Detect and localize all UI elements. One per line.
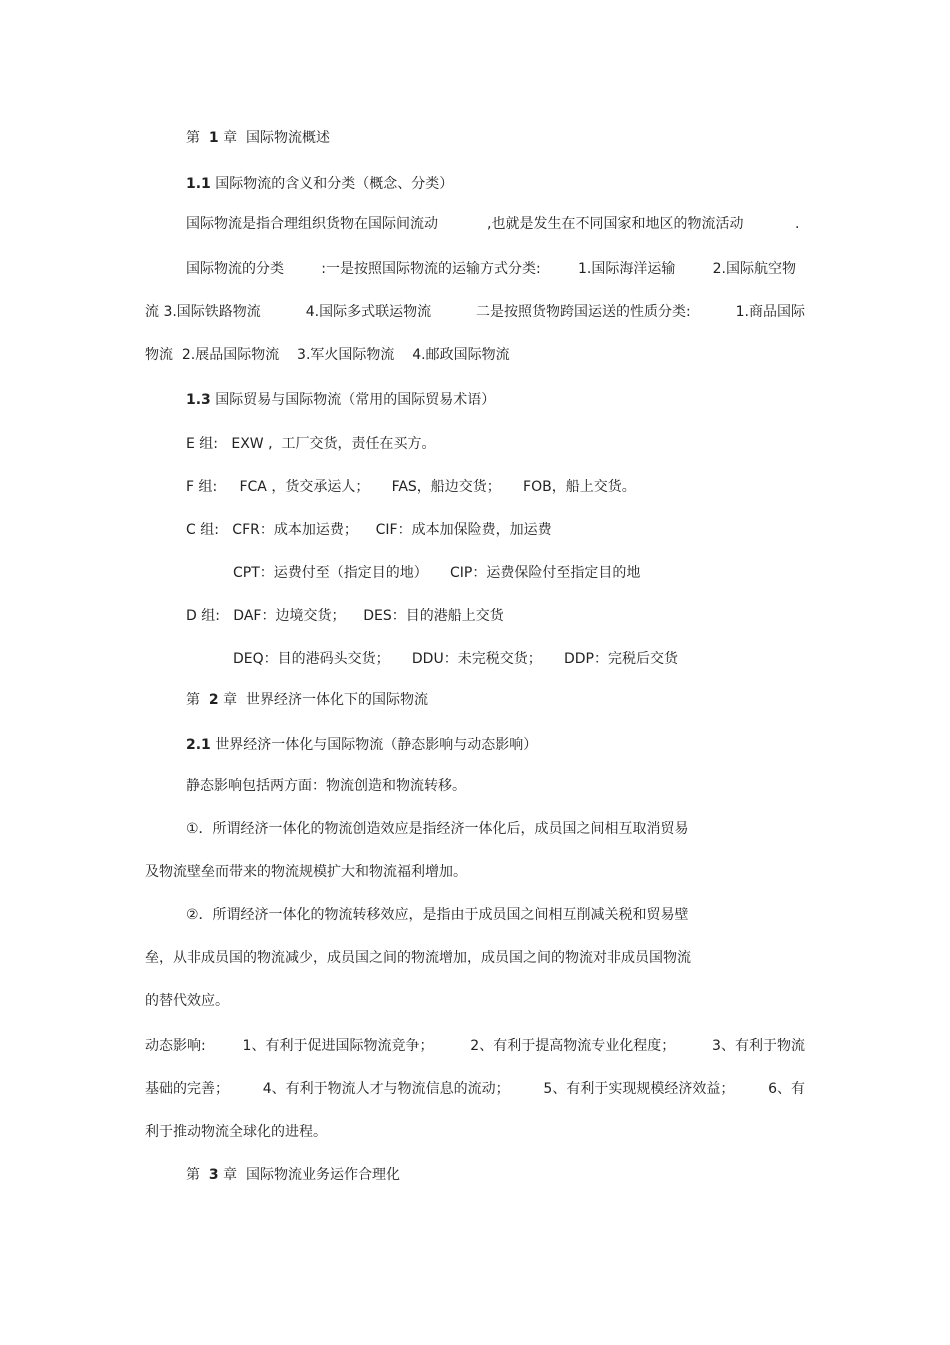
transfer-effect-line-2: 垒，从非成员国的物流减少，成员国之间的物流增加，成员国之间的物流对非成员国物流 bbox=[145, 950, 691, 966]
term-group-d-1: D 组: DAF：边境交货； DES：目的港船上交货 bbox=[186, 608, 504, 624]
chapter-3-heading: 第 3 章 国际物流业务运作合理化 bbox=[186, 1167, 401, 1183]
term-group-d-2: DEQ：目的港码头交货； DDU：未完税交货； DDP：完税后交货 bbox=[233, 651, 678, 667]
definition-part-b: ,也就是发生在不同国家和地区的物流活动 bbox=[487, 216, 744, 232]
section-2-1-heading: 2.1 世界经济一体化与国际物流（静态影响与动态影响） bbox=[186, 737, 538, 753]
classification-line-3: 物流 2.展品国际物流 3.军火国际物流 4.邮政国际物流 bbox=[145, 347, 510, 363]
transfer-effect-line-1: ②．所谓经济一体化的物流转移效应，是指由于成员国之间相互削减关税和贸易壁 bbox=[186, 907, 689, 923]
creation-effect-line-1: ①．所谓经济一体化的物流创造效应是指经济一体化后，成员国之间相互取消贸易 bbox=[186, 821, 689, 837]
chapter-1-heading: 第 1 章 国际物流概述 bbox=[186, 130, 331, 146]
static-impact-intro: 静态影响包括两方面：物流创造和物流转移。 bbox=[186, 778, 466, 794]
dynamic-impact-line-1: 动态影响: 1、有利于促进国际物流竞争； 2、有利于提高物流专业化程度； 3、有利于物流 bbox=[145, 1038, 805, 1054]
classification-line-1: 国际物流的分类 :一是按照国际物流的运输方式分类: 1.国际海洋运输 2.国际航空物 bbox=[186, 261, 796, 277]
term-group-e: E 组: EXW , 工厂交货，责任在买方。 bbox=[186, 436, 436, 452]
creation-effect-line-2: 及物流壁垒而带来的物流规模扩大和物流福利增加。 bbox=[145, 864, 467, 880]
term-group-c-2: CPT：运费付至（指定目的地） CIP：运费保险付至指定目的地 bbox=[233, 565, 641, 581]
classification-line-2: 流 3.国际铁路物流 4.国际多式联运物流 二是按照货物跨国运送的性质分类: 1.商品国际 bbox=[145, 304, 805, 320]
dynamic-impact-line-3: 利于推动物流全球化的进程。 bbox=[145, 1124, 327, 1140]
definition-end: . bbox=[795, 216, 800, 232]
chapter-2-heading: 第 2 章 世界经济一体化下的国际物流 bbox=[186, 692, 429, 708]
definition-part-a: 国际物流是指合理组织货物在国际间流动 bbox=[186, 216, 438, 232]
dynamic-impact-line-2: 基础的完善； 4、有利于物流人才与物流信息的流动； 5、有利于实现规模经济效益； 6、有 bbox=[145, 1081, 805, 1097]
section-1-1-heading: 1.1 国际物流的含义和分类（概念、分类） bbox=[186, 176, 454, 192]
term-group-f: F 组: FCA ，货交承运人； FAS，船边交货； FOB，船上交货。 bbox=[186, 479, 636, 495]
section-1-3-heading: 1.3 国际贸易与国际物流（常用的国际贸易术语） bbox=[186, 392, 496, 408]
term-group-c-1: C 组: CFR：成本加运费； CIF：成本加保险费，加运费 bbox=[186, 522, 552, 538]
transfer-effect-line-3: 的替代效应。 bbox=[145, 993, 229, 1009]
